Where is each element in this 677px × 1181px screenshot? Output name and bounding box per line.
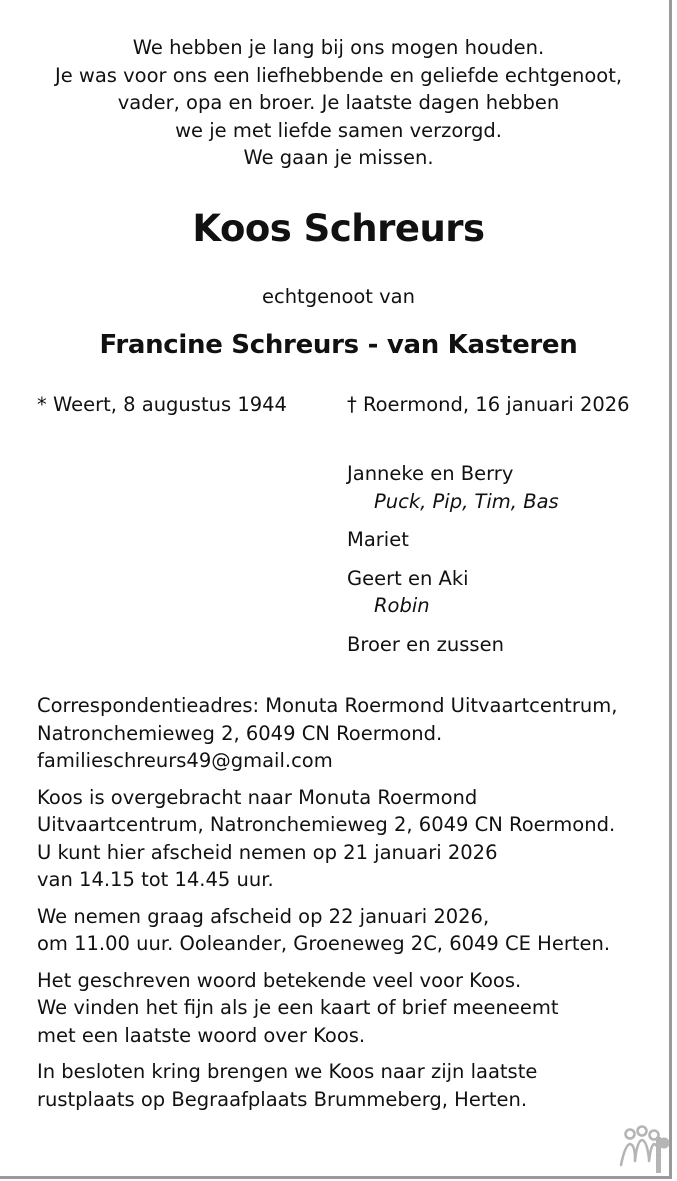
family-member: Broer en zussen — [347, 632, 504, 656]
poem-line: we je met liefde samen verzorgd. — [175, 118, 502, 142]
family-member: Geert en Aki — [347, 566, 469, 590]
text-line: Correspondentieadres: Monuta Roermond Uitvaartcentrum, — [37, 694, 618, 717]
text-line: We vinden het fijn als je een kaart of brief meeneemt — [37, 996, 559, 1019]
family-group — [347, 460, 559, 515]
poem-line: vader, opa en broer. Je laatste dagen hebben — [117, 91, 560, 114]
text-line: In besloten kring brengen we Koos naar zijn laatste — [37, 1060, 538, 1083]
email-address[interactable]: familieschreurs49@gmail.com — [37, 749, 333, 772]
spouse-name: Francine Schreurs - van Kasteren — [99, 330, 578, 360]
viewing-paragraph — [37, 784, 657, 894]
text-line: Koos is overgebracht naar Monuta Roermond — [37, 785, 478, 809]
family-group — [347, 526, 559, 554]
family-logo-icon — [616, 1125, 670, 1173]
farewell-paragraph — [37, 903, 657, 958]
text-line: met een laatste woord over Koos. — [37, 1023, 366, 1047]
family-member: Janneke en Berry — [347, 462, 514, 485]
text-line: Natronchemieweg 2, 6049 CN Roermond. — [37, 721, 443, 745]
text-line: van 14.15 tot 14.45 uur. — [37, 868, 274, 891]
text-line: rustplaats op Begraafplaats Brummeberg, Herten. — [37, 1087, 528, 1111]
info-section — [37, 692, 657, 1122]
text-line: Het geschreven woord betekende veel voor Koos. — [37, 968, 522, 992]
poem — [0, 34, 677, 172]
poem-line: We hebben je lang bij ons mogen houden. — [132, 36, 545, 59]
deceased-name: Koos Schreurs — [192, 207, 485, 250]
family-member: Mariet — [347, 528, 409, 551]
birth-info: * Weert, 8 augustus 1944 — [37, 393, 287, 416]
grandchildren: Robin — [374, 594, 430, 617]
text-line: Uitvaartcentrum, Natronchemieweg 2, 6049 CN Roermond. — [37, 813, 616, 836]
poem-line: We gaan je missen. — [243, 146, 434, 169]
family-group — [347, 631, 559, 659]
spouse-intro: echtgenoot van — [261, 285, 415, 308]
family-group — [347, 565, 559, 620]
family-list — [347, 460, 559, 669]
text-line: U kunt hier afscheid nemen op 21 januari 2026 — [37, 840, 498, 864]
text-line: We nemen graag afscheid op 22 januari 2026, — [37, 904, 490, 928]
text-line: om 11.00 uur. Ooleander, Groeneweg 2C, 6049 CE Herten. — [37, 932, 611, 955]
burial-paragraph — [37, 1058, 657, 1113]
death-info: † Roermond, 16 januari 2026 — [347, 393, 630, 416]
written-word-paragraph — [37, 967, 657, 1050]
poem-line: Je was voor ons een liefhebbende en geliefde echtgenoot, — [54, 63, 623, 87]
grandchildren: Puck, Pip, Tim, Bas — [374, 489, 559, 513]
correspondence-paragraph — [37, 692, 657, 775]
